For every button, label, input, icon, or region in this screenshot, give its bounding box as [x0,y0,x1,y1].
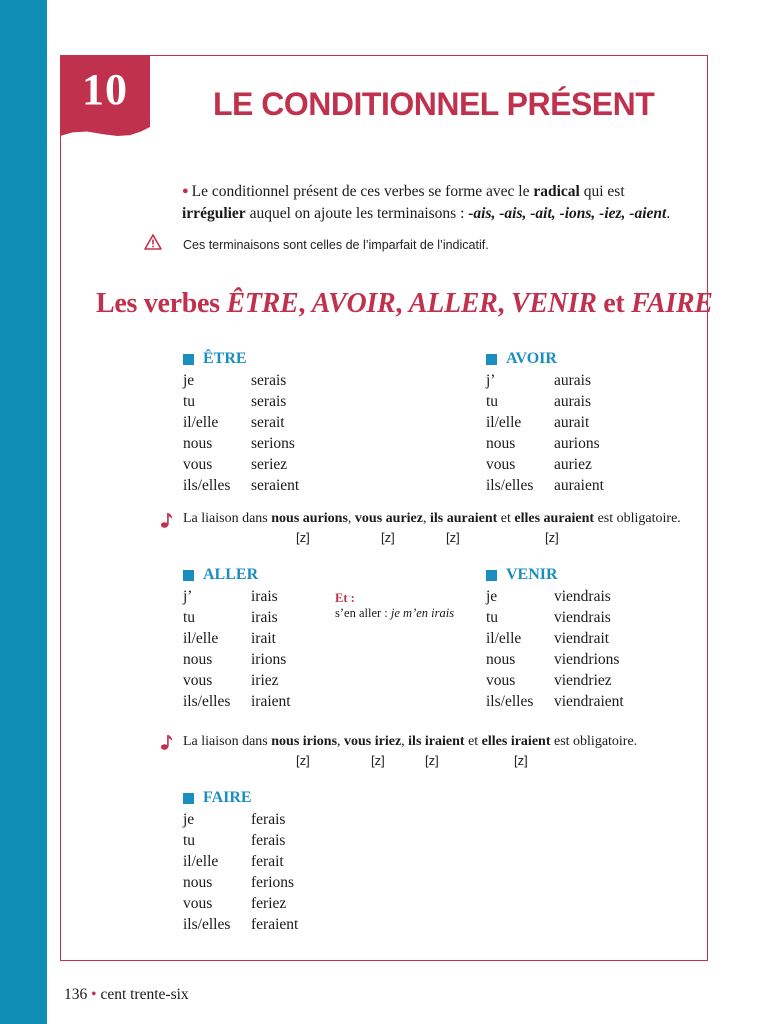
ipa-z: [z] [446,530,460,545]
verb-heading: ÊTRE [183,348,299,370]
conjugation-row: nous serions [183,435,295,452]
conjugation-row: vous iriez [183,672,279,689]
chapter-title: LE CONDITIONNEL PRÉSENT [213,86,655,122]
verb-heading: VENIR [486,564,624,586]
footer-bullet: • [91,986,97,1003]
intro-paragraph: ● Le conditionnel présent de ces verbes se forme avec le radical qui est irrégulier auquel on ajoute les terminaisons : -ais, -ais, -ait, -ions, -iez, -aient. [182,183,671,222]
square-bullet-icon [183,570,194,581]
verb-avoir [486,348,604,496]
conjugation-row: vous seriez [183,456,288,473]
liaison-note-1: La liaison dans nous aurions, vous auriez, ils auraient et elles auraient est obligatoire. [183,511,681,526]
terminations: -ais, -ais, -ait, -ions, -iez, -aient [468,205,667,222]
page-edge-bar [0,0,47,1024]
conjugation-row: ils/elles auraient [486,477,604,494]
square-bullet-icon [183,793,194,804]
conjugation-row: il/elle viendrait [486,630,610,647]
conjugation-row: ils/elles seraient [183,477,300,494]
note-text: s’en aller : je m’en irais [335,606,455,620]
conjugation-row: nous irions [183,651,287,668]
liaison-note-2: La liaison dans nous irions, vous iriez, ils iraient et elles iraient est obligatoire. [183,734,638,749]
ipa-z: [z] [296,530,310,545]
conjugation-row: tu viendrais [486,609,611,626]
verb-etre [183,348,299,496]
ipa-z: [z] [371,753,385,768]
ipa-z: [z] [381,530,395,545]
conjugation-row: j’ aurais [486,372,592,389]
aller-note [335,591,454,621]
conjugation-row: il/elle aurait [486,414,590,431]
conjugation-row: vous auriez [486,456,592,473]
conjugation-row: nous viendrions [486,651,620,668]
verb-heading: ALLER [183,564,291,586]
ipa-z: [z] [514,753,528,768]
page-footer [64,986,189,1004]
conjugation-row: nous aurions [486,435,600,452]
chapter-number: 10 [82,65,128,114]
conjugation-row: je ferais [183,811,286,828]
square-bullet-icon [486,354,497,365]
note-label: Et : [335,591,355,605]
music-note-icon [160,511,174,529]
verb-heading: FAIRE [183,787,298,809]
conjugation-row: ils/elles iraient [183,693,291,710]
conjugation-row: il/elle ferait [183,853,284,870]
conjugation-row: je viendrais [486,588,611,605]
conjugation-row: j’ irais [183,588,278,605]
conjugation-row: tu aurais [486,393,592,410]
section-title: Les verbes ÊTRE, AVOIR, ALLER, VENIR et FAIRE [96,288,713,319]
conjugation-row: vous feriez [183,895,287,912]
ipa-z: [z] [425,753,439,768]
verb-heading: AVOIR [486,348,604,370]
warning-triangle-icon [144,234,162,250]
conjugation-row: vous viendriez [486,672,612,689]
bullet-icon: ● [182,185,189,197]
conjugation-row: nous ferions [183,874,295,891]
conjugation-row: il/elle serait [183,414,285,431]
square-bullet-icon [486,570,497,581]
page-number-words: cent trente-six [100,986,189,1003]
ipa-z: [z] [296,753,310,768]
conjugation-row: tu irais [183,609,278,626]
warning-text: Ces terminaisons sont celles de l’imparfait de l’indicatif. [183,238,489,252]
page-number: 136 [64,986,88,1003]
verb-aller [183,564,291,712]
conjugation-row: tu serais [183,393,287,410]
music-note-icon [160,733,174,751]
conjugation-row: ils/elles feraient [183,916,299,933]
verb-venir [486,564,624,712]
ipa-z: [z] [545,530,559,545]
conjugation-row: il/elle irait [183,630,276,647]
conjugation-row: tu ferais [183,832,286,849]
conjugation-row: ils/elles viendraient [486,693,624,710]
verb-faire [183,787,298,935]
conjugation-row: je serais [183,372,287,389]
square-bullet-icon [183,354,194,365]
